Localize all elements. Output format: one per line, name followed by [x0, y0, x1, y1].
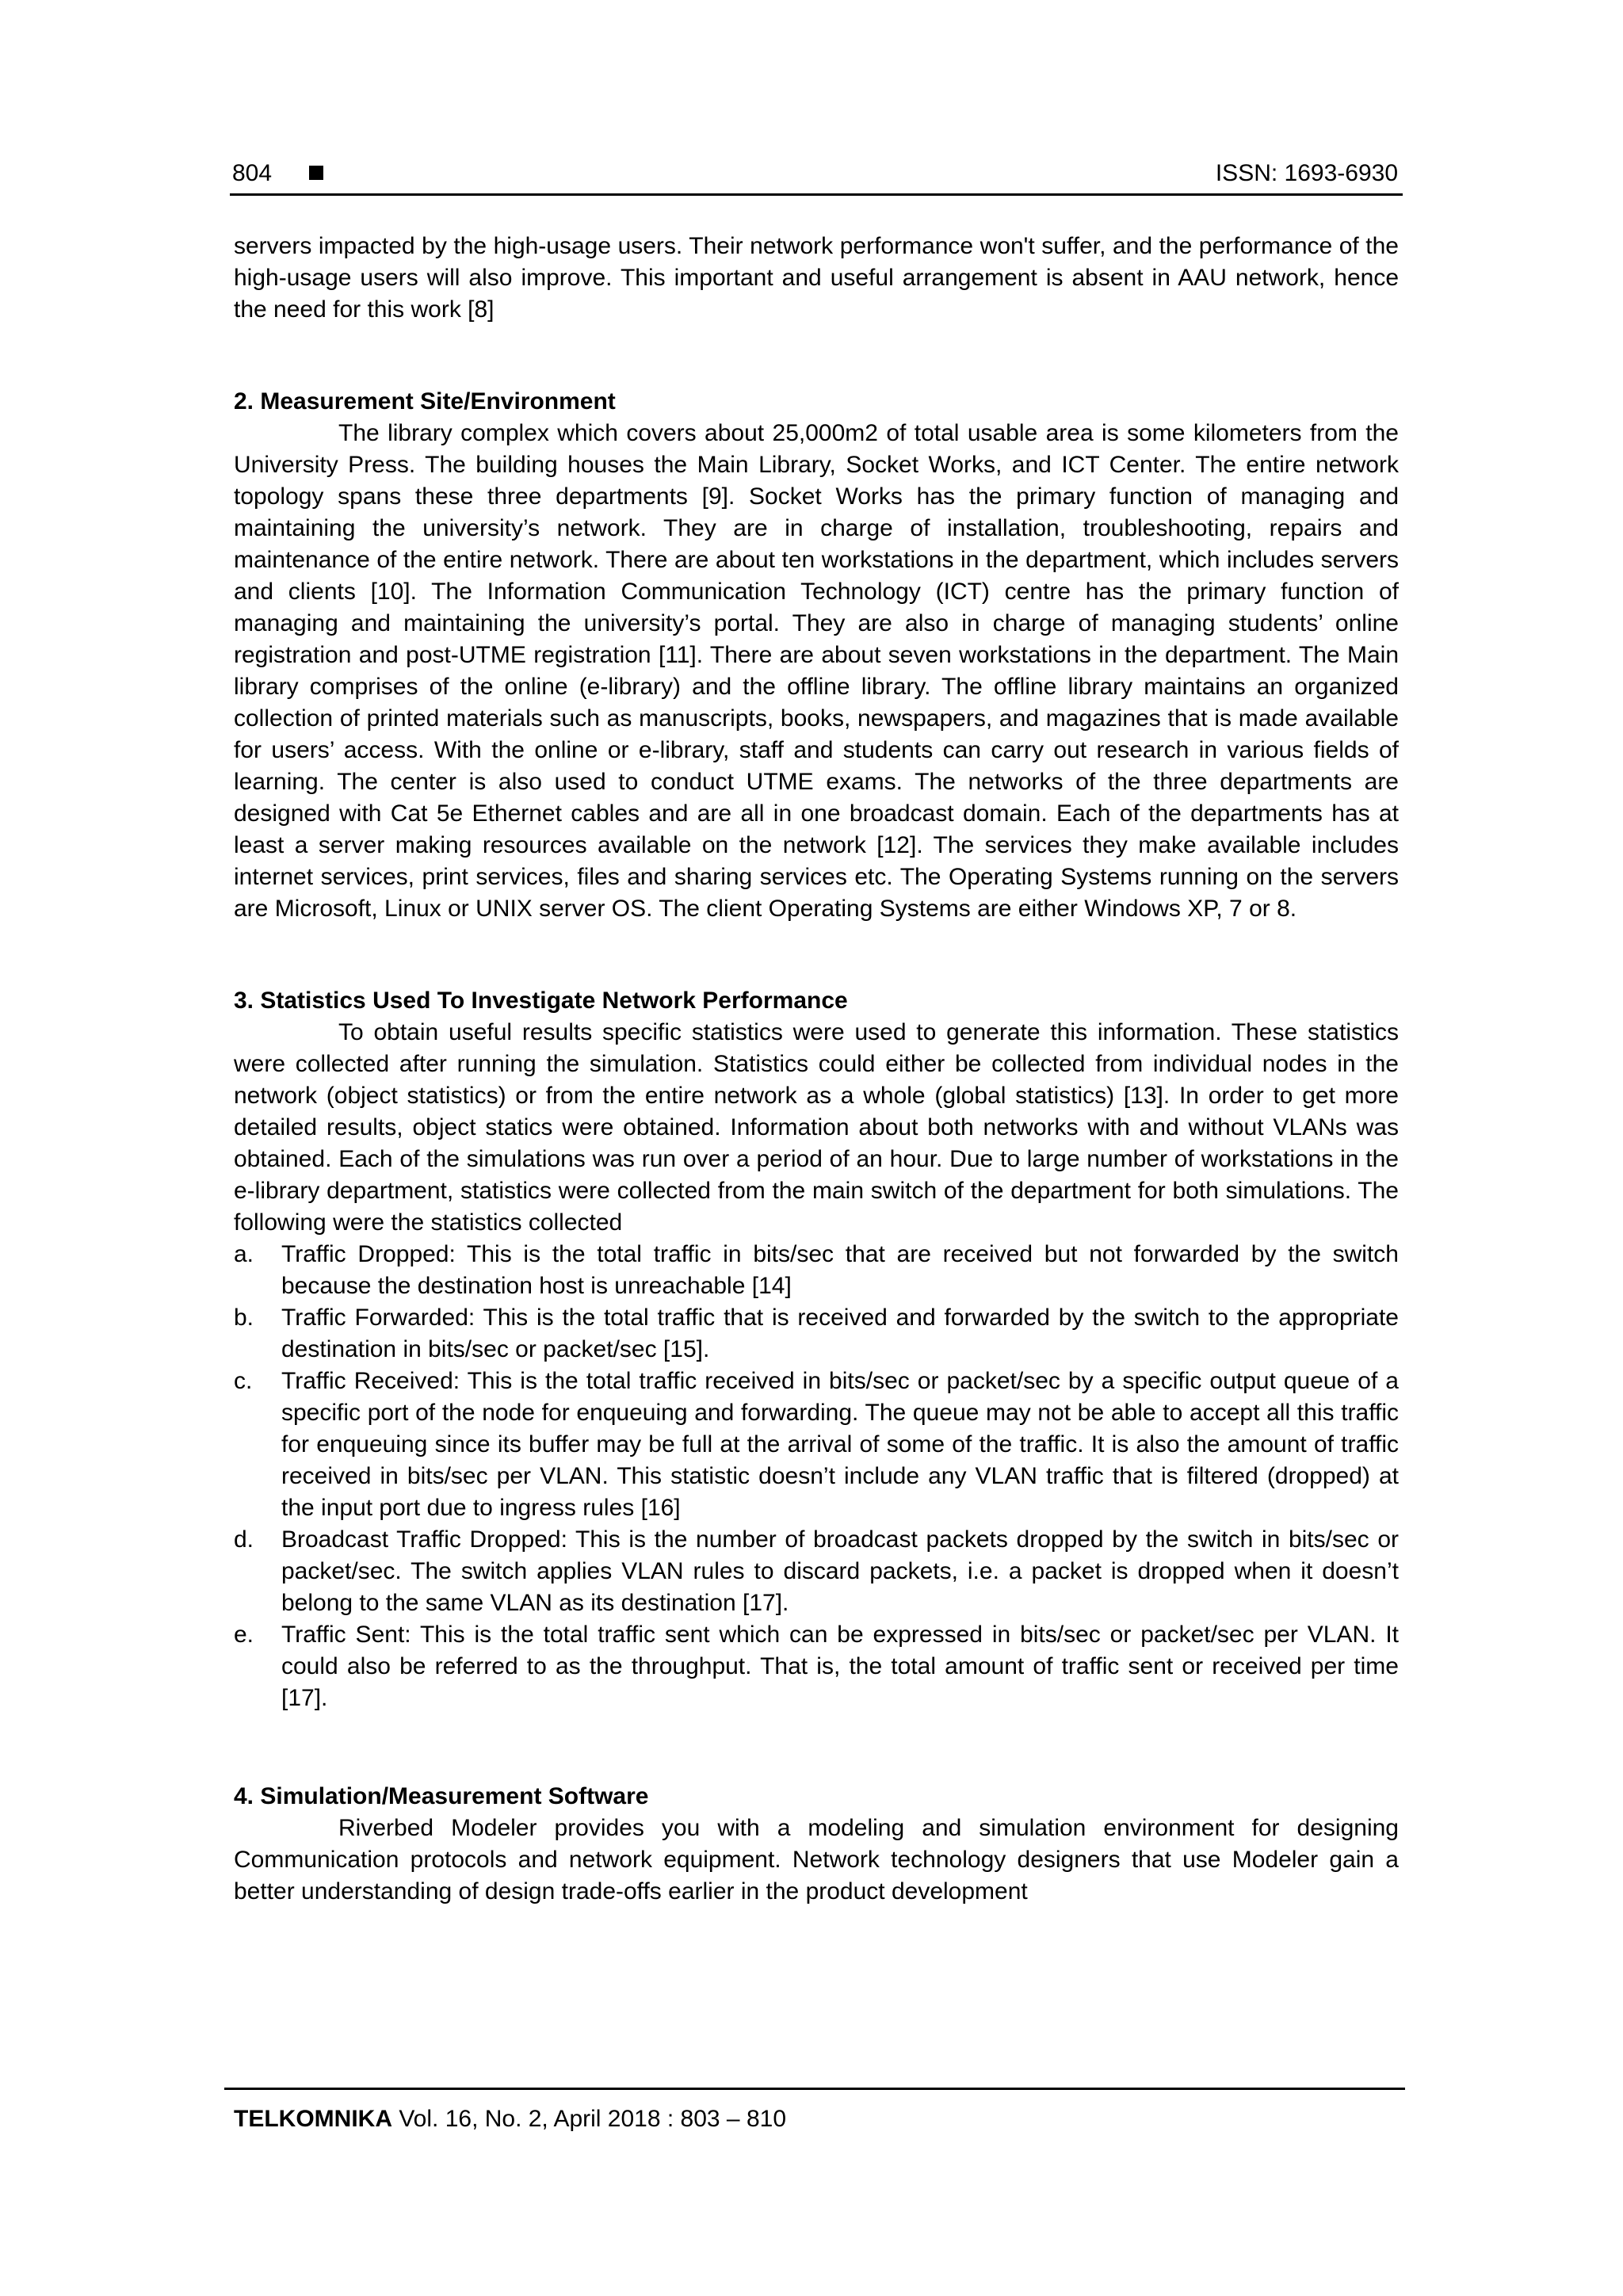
list-item: [234, 1302, 1399, 1366]
section-3-paragraph: To obtain useful results specific statistics were used to generate this information. These statistics were collected after running the simulation. Statistics could either be collected from individual nodes in the network (object statistics) or from the entire network as a whole (global statistics) [13]. In order to get more detailed results, object statics were obtained. Information about both networks with and without VLANs was obtained. Each of the simulations was run over a period of an hour. Due to large number of workstations in the e-library department, statistics were collected from the main switch of the department for both simulations. The following were the statistics collected: [234, 1019, 1399, 1236]
list-marker: b.: [234, 1305, 254, 1331]
square-bullet-icon: [309, 166, 323, 180]
list-item-text: Traffic Forwarded: This is the total traffic that is received and forwarded by the switch to the appropriate destination in bits/sec or packet/sec [15].: [281, 1305, 1399, 1362]
list-item: [234, 1524, 1399, 1619]
journal-name: TELKOMNIKA: [234, 2106, 392, 2132]
section-3-heading: 3. Statistics Used To Investigate Network Performance: [234, 988, 848, 1014]
section-4-paragraph: Riverbed Modeler provides you with a modeling and simulation environment for designing Communication protocols and network equipment. Network technology designers that use Modeler gain a better understanding of design trade-offs earlier in the product development: [234, 1815, 1399, 1904]
list-marker: a.: [234, 1241, 254, 1267]
list-item-text: Traffic Dropped: This is the total traffic in bits/sec that are received but not forwarded by the switch because the destination host is unreachable [14]: [281, 1241, 1399, 1299]
section-2-heading: 2. Measurement Site/Environment: [234, 388, 616, 415]
statistics-list: [234, 1239, 1399, 1714]
list-item-text: Broadcast Traffic Dropped: This is the number of broadcast packets dropped by the switch in bits/sec or packet/sec. The switch applies VLAN rules to discard packets, i.e. a packet is dropped when it doesn’t belong to the same VLAN as its destination [17].: [281, 1526, 1399, 1616]
running-header: [230, 154, 1403, 196]
section-4-heading: 4. Simulation/Measurement Software: [234, 1783, 649, 1809]
list-item-text: Traffic Sent: This is the total traffic sent which can be expressed in bits/sec or packet/sec per VLAN. It could also be referred to as the throughput. That is, the total amount of traffic sent or received per time [17].: [281, 1622, 1399, 1711]
article-body: [234, 231, 1399, 1908]
journal-citation: [234, 2106, 786, 2133]
list-item-text: Traffic Received: This is the total traffic received in bits/sec or packet/sec by a specific output queue of a specific port of the node for enqueuing and forwarding. The queue may not be able to accept all this traffic for enqueuing since its buffer may be full at the arrival of some of the traffic. It is also the amount of traffic received in bits/sec per VLAN. This statistic doesn’t include any VLAN traffic that is filtered (dropped) at the input port due to ingress rules [16]: [281, 1368, 1399, 1521]
list-marker: c.: [234, 1368, 253, 1394]
list-item: [234, 1366, 1399, 1524]
list-marker: e.: [234, 1622, 254, 1648]
list-item: [234, 1239, 1399, 1302]
intro-paragraph: servers impacted by the high-usage users. Their network performance won't suffer, and the performance of the high-usage users will also improve. This important and useful arrangement is absent in AAU network, hence the need for this work [8]: [234, 233, 1399, 323]
page-number: 804: [232, 160, 273, 186]
list-item: [234, 1619, 1399, 1714]
list-marker: d.: [234, 1526, 254, 1553]
running-footer: [224, 2088, 1405, 2132]
section-2-paragraph: The library complex which covers about 25,000m2 of total usable area is some kilometers from the University Press. The building houses the Main Library, Socket Works, and ICT Center. The entire network topology spans these three departments [9]. Socket Works has the primary function of managing and maintaining the university’s network. They are in charge of installation, troubleshooting, repairs and maintenance of the entire network. There are about ten workstations in the department, which includes servers and clients [10]. The Information Communication Technology (ICT) centre has the primary function of managing and maintaining the university’s portal. They are also in charge of managing students’ online registration and post-UTME registration [11]. There are about seven workstations in the department. The Main library comprises of the online (e-library) and the offline library. The offline library maintains an organized collection of printed materials such as manuscripts, books, newspapers, and magazines that is made available for users’ access. With the online or e-library, staff and students can carry out research in various fields of learning. The center is also used to conduct UTME exams. The networks of the three departments are designed with Cat 5e Ethernet cables and are all in one broadcast domain. Each of the departments has at least a server making resources available on the network [12]. The services they make available includes internet services, print services, files and sharing services etc. The Operating Systems running on the servers are Microsoft, Linux or UNIX server OS. The client Operating Systems are either Windows XP, 7 or 8.: [234, 420, 1399, 922]
volume-info: Vol. 16, No. 2, April 2018 : 803 – 810: [391, 2106, 787, 2132]
issn-label: ISSN: 1693-6930: [1215, 160, 1398, 186]
